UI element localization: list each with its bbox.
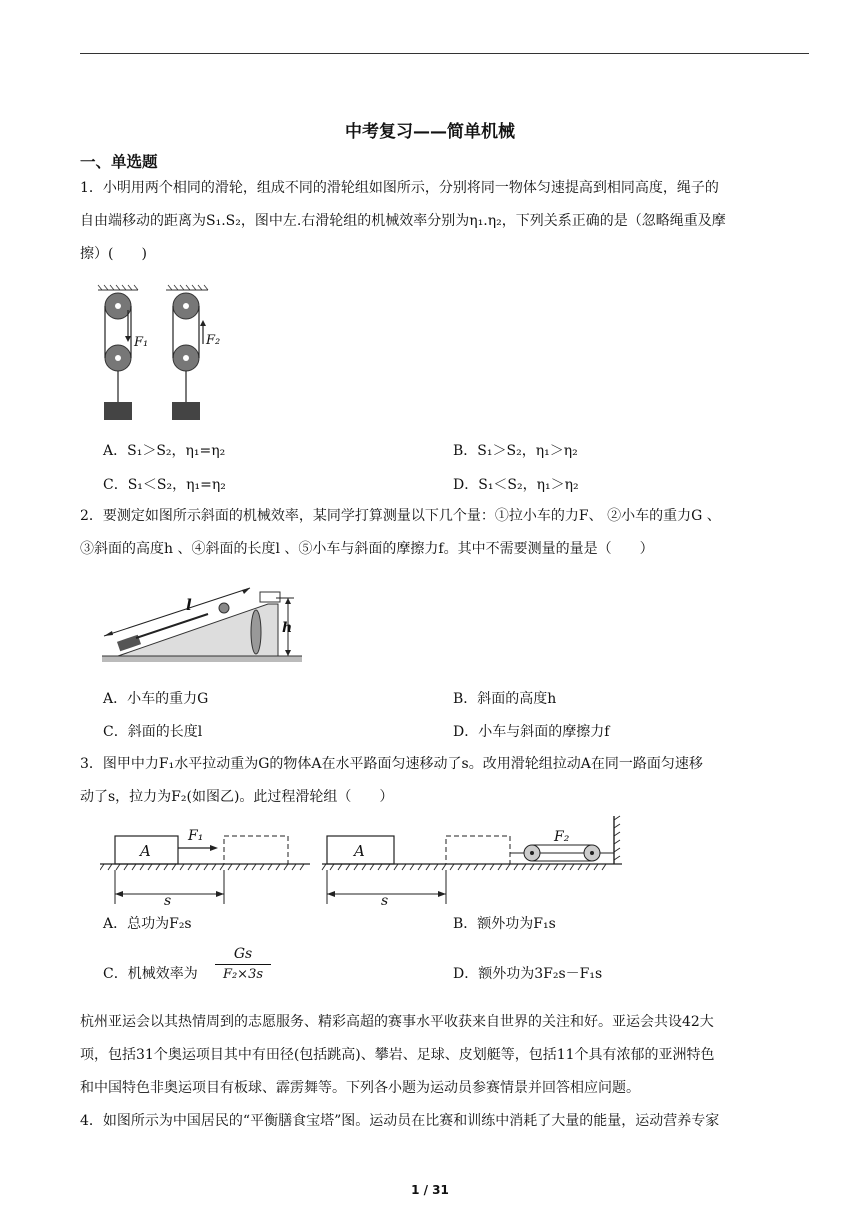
header-rule bbox=[80, 53, 809, 54]
q2-line-1: 2．要测定如图所示斜面的机械效率，某同学打算测量以下几个量：①拉小车的力F、 ②小车的重力G 、 bbox=[80, 508, 721, 524]
incline-diagram bbox=[100, 586, 305, 668]
label-a-right: A bbox=[354, 842, 365, 860]
q1-option-b[interactable]: B．S₁＞S₂，η₁＞η₂ bbox=[453, 443, 578, 459]
fraction-denominator: F₂×3s bbox=[215, 964, 271, 982]
q1-line-1: 1．小明用两个相同的滑轮，组成不同的滑轮组如图所示，分别将同一物体匀速提高到相同高度，绳子的 bbox=[80, 180, 719, 196]
passage-line-1: 杭州亚运会以其热情周到的志愿服务、精彩高超的赛事水平收获来自世界的关注和好。亚运会共设42大 bbox=[80, 1014, 714, 1030]
q2-option-b[interactable]: B．斜面的高度h bbox=[453, 691, 557, 707]
q3-option-b[interactable]: B．额外功为F₁s bbox=[453, 916, 556, 932]
q1-line-3: 擦）( ) bbox=[80, 246, 147, 262]
passage-line-3: 和中国特色非奥运项目有板球、霹雳舞等。下列各小题为运动员参赛情景并回答相应问题。 bbox=[80, 1080, 640, 1096]
section-heading: 一、单选题 bbox=[80, 153, 158, 171]
horizontal-pull-diagram bbox=[100, 814, 630, 908]
page-title: 中考复习——简单机械 bbox=[345, 122, 515, 142]
label-h: h bbox=[282, 620, 293, 636]
page-number: 1 / 31 bbox=[411, 1183, 449, 1197]
q2-line-2: ③斜面的高度h 、④斜面的长度l 、⑤小车与斜面的摩擦力f。其中不需要测量的量是（ ） bbox=[80, 541, 654, 557]
fraction-numerator: Gs bbox=[233, 946, 253, 962]
label-f1-q3: F₁ bbox=[188, 828, 204, 844]
efficiency-fraction bbox=[215, 946, 271, 982]
q3-line-1: 3．图甲中力F₁水平拉动重为G的物体A在水平路面匀速移动了s。改用滑轮组拉动A在同一路面匀速移 bbox=[80, 756, 703, 772]
q2-option-c[interactable]: C．斜面的长度l bbox=[103, 724, 203, 740]
label-f2: F₂ bbox=[206, 333, 221, 348]
label-l: l bbox=[186, 596, 192, 614]
label-f2-q3: F₂ bbox=[554, 829, 570, 845]
label-f1: F₁ bbox=[134, 335, 149, 350]
q1-line-2: 自由端移动的距离为S₁.S₂，图中左.右滑轮组的机械效率分别为η₁.η₂，下列关系正确的是（忽略绳重及摩 bbox=[80, 213, 726, 229]
label-s-left: s bbox=[164, 893, 172, 908]
passage-line-2: 项，包括31个奥运项目其中有田径(包括跳高)、攀岩、足球、皮划艇等，包括11个具有浓郁的亚洲特色 bbox=[80, 1047, 715, 1063]
pulley-diagram bbox=[96, 284, 236, 424]
label-s-right: s bbox=[381, 893, 389, 908]
q4-line-1: 4．如图所示为中国居民的“平衡膳食宝塔”图。运动员在比赛和训练中消耗了大量的能量，运动营养专家 bbox=[80, 1113, 720, 1129]
q1-option-c[interactable]: C．S₁＜S₂，η₁=η₂ bbox=[103, 477, 226, 493]
label-a-left: A bbox=[140, 842, 151, 860]
q3-option-c[interactable]: C．机械效率为 bbox=[103, 966, 198, 982]
q3-line-2: 动了s，拉力为F₂(如图乙)。此过程滑轮组（ ） bbox=[80, 789, 394, 805]
q3-option-a[interactable]: A．总功为F₂s bbox=[103, 916, 192, 932]
q1-option-a[interactable]: A．S₁＞S₂，η₁=η₂ bbox=[103, 443, 226, 459]
q1-option-d[interactable]: D．S₁＜S₂，η₁＞η₂ bbox=[453, 477, 579, 493]
q3-option-d[interactable]: D．额外功为3F₂s－F₁s bbox=[453, 966, 603, 982]
q2-option-d[interactable]: D．小车与斜面的摩擦力f bbox=[453, 724, 610, 740]
q2-option-a[interactable]: A．小车的重力G bbox=[103, 691, 209, 707]
